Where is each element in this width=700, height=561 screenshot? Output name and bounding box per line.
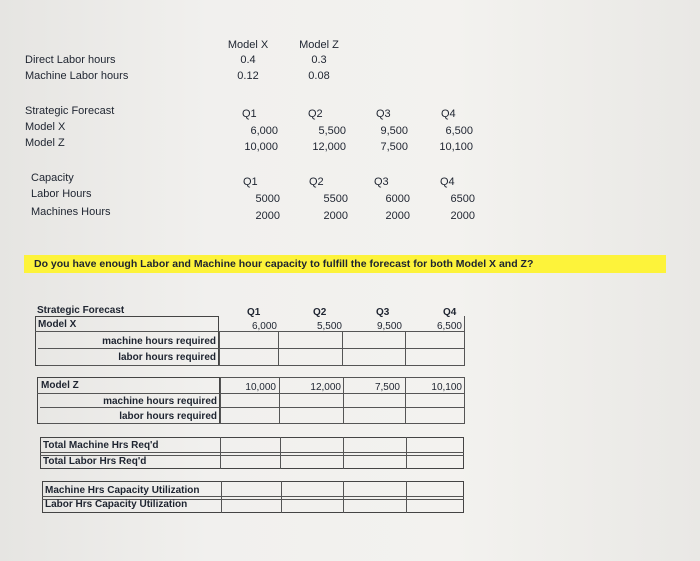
labor-utilization-label: Labor Hrs Capacity Utilization (45, 499, 188, 510)
totals-line-mid (40, 452, 464, 453)
capacity-machine-label: Machines Hours (31, 206, 111, 218)
forecast-x-q2: 5,500 (318, 125, 346, 137)
utilization-vline-2 (343, 481, 344, 513)
model-z-machine-label: machine hours required (103, 396, 217, 407)
forecast-q4: Q4 (441, 108, 456, 120)
machine-labor-label: Machine Labor hours (25, 70, 129, 82)
model-x-labor-label: labor hours required (118, 352, 216, 363)
header-model-z: Model Z (299, 39, 339, 51)
worksheet-q3: Q3 (376, 307, 390, 318)
model-x-vline-1 (278, 331, 279, 366)
model-z-q3: 7,500 (374, 382, 400, 393)
model-z-labor-label: labor hours required (119, 411, 217, 422)
forecast-z-q3: 7,500 (380, 141, 408, 153)
capacity-q1: Q1 (243, 176, 258, 188)
model-z-vline-0 (220, 377, 221, 424)
capacity-machine-q1: 2000 (255, 210, 280, 222)
forecast-model-z-label: Model Z (25, 137, 65, 149)
totals-vline-1 (280, 437, 281, 469)
model-z-label: Model Z (41, 380, 79, 391)
machine-labor-z: 0.08 (308, 70, 330, 82)
model-x-q4: 6,500 (436, 321, 462, 332)
forecast-q1: Q1 (242, 108, 257, 120)
model-z-vline-2 (343, 377, 344, 424)
totals-vline-3 (406, 437, 407, 469)
model-z-q2: 12,000 (310, 382, 341, 393)
model-x-q2: 5,500 (316, 321, 342, 332)
forecast-model-x-label: Model X (25, 121, 66, 133)
direct-labor-label: Direct Labor hours (25, 54, 116, 66)
total-labor-label: Total Labor Hrs Req'd (43, 456, 147, 467)
direct-labor-z: 0.3 (311, 54, 327, 66)
forecast-x-q4: 6,500 (445, 125, 473, 137)
forecast-title: Strategic Forecast (25, 105, 115, 117)
model-x-vline-2 (342, 331, 343, 366)
header-model-x: Model X (227, 39, 269, 51)
machine-labor-x: 0.12 (237, 70, 259, 82)
capacity-q2: Q2 (309, 176, 324, 188)
forecast-z-q4: 10,100 (439, 141, 473, 153)
model-x-line-2 (38, 348, 465, 349)
worksheet-q1: Q1 (247, 307, 261, 318)
forecast-q3: Q3 (376, 108, 391, 120)
capacity-q3: Q3 (374, 176, 389, 188)
model-x-label: Model X (38, 319, 77, 330)
model-x-q3: 9,500 (376, 321, 402, 332)
worksheet-title: Strategic Forecast (37, 305, 125, 316)
model-z-vline-3 (405, 377, 406, 424)
capacity-labor-q3: 6000 (385, 193, 410, 205)
forecast-q2: Q2 (308, 108, 323, 120)
total-machine-label: Total Machine Hrs Req'd (43, 440, 159, 451)
capacity-title: Capacity (31, 172, 74, 184)
direct-labor-x: 0.4 (240, 54, 256, 66)
capacity-labor-q2: 5500 (323, 193, 348, 205)
model-x-line-3 (38, 365, 465, 366)
worksheet-q2: Q2 (313, 307, 327, 318)
utilization-vline-3 (406, 481, 407, 513)
model-x-vline-0 (219, 331, 220, 366)
capacity-labor-label: Labor Hours (31, 188, 92, 200)
utilization-vline-1 (281, 481, 282, 513)
capacity-machine-q2: 2000 (323, 210, 348, 222)
model-z-q1: 10,000 (245, 382, 276, 393)
model-x-q1: 6,000 (251, 321, 277, 332)
capacity-machine-q3: 2000 (385, 210, 410, 222)
forecast-x-q1: 6,000 (250, 125, 278, 137)
capacity-labor-q1: 5000 (255, 193, 280, 205)
model-x-vline-4 (464, 316, 465, 366)
model-z-q4: 10,100 (431, 382, 462, 393)
question-text: Do you have enough Labor and Machine hour capacity to fulfill the forecast for both Model X and Z? (34, 258, 534, 270)
capacity-labor-q4: 6500 (450, 193, 475, 205)
capacity-q4: Q4 (440, 176, 455, 188)
model-x-machine-label: machine hours required (102, 336, 216, 347)
forecast-z-q1: 10,000 (244, 141, 278, 153)
worksheet-q4: Q4 (443, 307, 457, 318)
totals-vline-0 (220, 437, 221, 469)
model-z-line-3 (40, 423, 465, 424)
model-z-vline-1 (279, 377, 280, 424)
forecast-x-q3: 9,500 (380, 125, 408, 137)
capacity-machine-q4: 2000 (450, 210, 475, 222)
forecast-z-q2: 12,000 (312, 141, 346, 153)
utilization-vline-0 (221, 481, 222, 513)
question-highlight (24, 255, 666, 273)
totals-vline-2 (343, 437, 344, 469)
model-x-vline-3 (405, 331, 406, 366)
machine-utilization-label: Machine Hrs Capacity Utilization (45, 485, 200, 496)
model-z-vline-4 (464, 377, 465, 424)
